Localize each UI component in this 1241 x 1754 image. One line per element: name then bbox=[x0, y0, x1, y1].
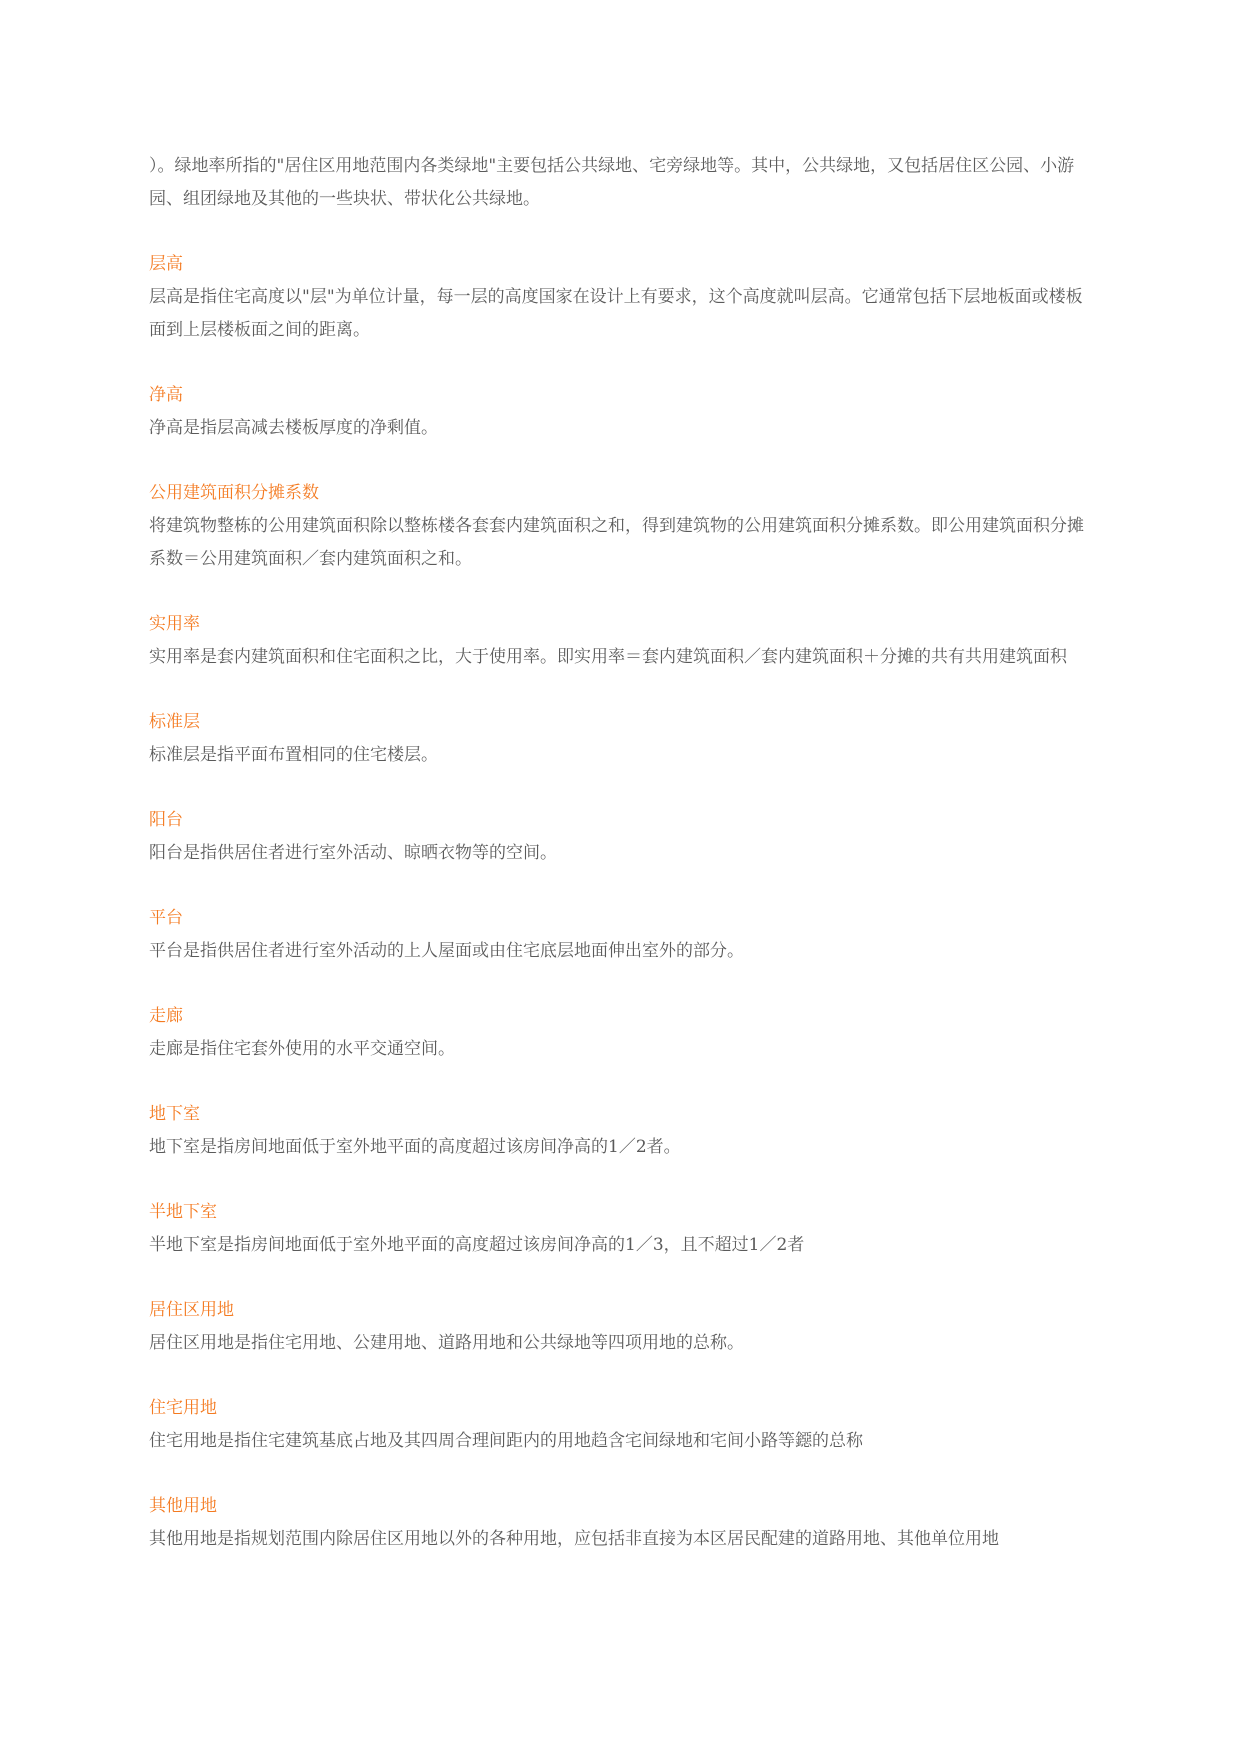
term-heading: 标准层 bbox=[149, 712, 200, 732]
entry-platform bbox=[149, 902, 1087, 968]
term-heading: 半地下室 bbox=[149, 1202, 217, 1222]
term-heading: 净高 bbox=[149, 385, 183, 405]
term-definition: 居住区用地是指住宅用地、公建用地、道路用地和公共绿地等四项用地的总称。 bbox=[149, 1333, 744, 1353]
entry-floor-height bbox=[149, 248, 1087, 347]
term-heading: 其他用地 bbox=[149, 1496, 217, 1516]
term-heading: 阳台 bbox=[149, 810, 183, 830]
term-definition: 其他用地是指规划范围内除居住区用地以外的各种用地，应包括非直接为本区居民配建的道路用地、其他单位用地 bbox=[149, 1529, 999, 1549]
term-heading: 住宅用地 bbox=[149, 1398, 217, 1418]
term-definition: 住宅用地是指住宅建筑基底占地及其四周合理间距内的用地趋含宅间绿地和宅间小路等鐚的总称 bbox=[149, 1431, 863, 1451]
term-definition: 平台是指供居住者进行室外活动的上人屋面或由住宅底层地面伸出室外的部分。 bbox=[149, 941, 744, 961]
term-definition: 半地下室是指房间地面低于室外地平面的高度超过该房间净高的1／3，且不超过1／2者 bbox=[149, 1235, 805, 1255]
entry-balcony bbox=[149, 804, 1087, 870]
term-heading: 实用率 bbox=[149, 614, 200, 634]
entry-corridor bbox=[149, 1000, 1087, 1066]
term-definition: 阳台是指供居住者进行室外活动、晾晒衣物等的空间。 bbox=[149, 843, 557, 863]
entry-residential-land bbox=[149, 1392, 1087, 1458]
entry-basement bbox=[149, 1098, 1087, 1164]
term-heading: 平台 bbox=[149, 908, 183, 928]
term-definition: 将建筑物整栋的公用建筑面积除以整栋楼各套套内建筑面积之和，得到建筑物的公用建筑面积分摊系数。即公用建筑面积分摊系数＝公用建筑面积／套内建筑面积之和。 bbox=[149, 516, 1084, 569]
entry-net-height bbox=[149, 379, 1087, 445]
entry-standard-floor bbox=[149, 706, 1087, 772]
term-definition: 走廊是指住宅套外使用的水平交通空间。 bbox=[149, 1039, 455, 1059]
term-heading: 地下室 bbox=[149, 1104, 200, 1124]
entry-usable-rate bbox=[149, 608, 1087, 674]
term-definition: 地下室是指房间地面低于室外地平面的高度超过该房间净高的1／2者。 bbox=[149, 1137, 681, 1157]
term-heading: 层高 bbox=[149, 254, 183, 274]
entry-semi-basement bbox=[149, 1196, 1087, 1262]
term-definition: 层高是指住宅高度以"层"为单位计量，每一层的高度国家在设计上有要求，这个高度就叫层高。它通常包括下层地板面或楼板面到上层楼板面之间的距离。 bbox=[149, 287, 1083, 340]
intro-paragraph: ）。绿地率所指的"居住区用地范围内各类绿地"主要包括公共绿地、宅旁绿地等。其中，公共绿地，又包括居住区公园、小游园、组团绿地及其他的一些块状、带状化公共绿地。 bbox=[149, 156, 1075, 209]
term-heading: 公用建筑面积分摊系数 bbox=[149, 483, 319, 503]
term-definition: 净高是指层高减去楼板厚度的净剩值。 bbox=[149, 418, 438, 438]
entry-residential-district-land bbox=[149, 1294, 1087, 1360]
term-heading: 居住区用地 bbox=[149, 1300, 234, 1320]
entry-other-land bbox=[149, 1490, 1087, 1556]
term-heading: 走廊 bbox=[149, 1006, 183, 1026]
entry-shared-area-coefficient bbox=[149, 477, 1087, 576]
document-page bbox=[149, 150, 1087, 1556]
term-definition: 实用率是套内建筑面积和住宅面积之比，大于使用率。即实用率＝套内建筑面积／套内建筑面积＋分摊的共有共用建筑面积 bbox=[149, 647, 1067, 667]
term-definition: 标准层是指平面布置相同的住宅楼层。 bbox=[149, 745, 438, 765]
